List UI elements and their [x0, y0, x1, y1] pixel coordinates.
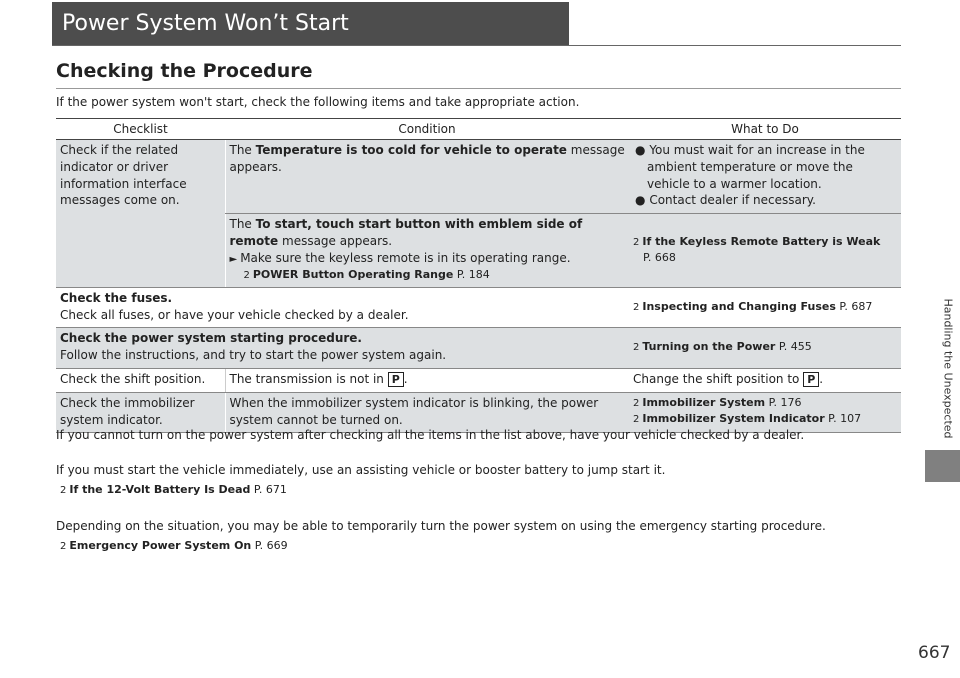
bullet-icon: ● [635, 193, 646, 208]
column-header-condition: Condition [225, 119, 629, 140]
chapter-side-label: Handling the Unexpected [941, 298, 955, 439]
action-cell [629, 214, 901, 288]
condition-cell: When the immobilizer system indicator is blinking, the power system cannot be turned on. [225, 392, 629, 433]
column-header-checklist: Checklist [56, 119, 225, 140]
table-header-row [56, 119, 901, 140]
title-banner [52, 2, 569, 45]
intro-text: If the power system won't start, check the following items and take appropriate action. [56, 95, 580, 109]
paragraph: If you must start the vehicle immediately, use an assisting vehicle or booster battery to jump start it. [56, 463, 666, 477]
paragraph: If you cannot turn on the power system after checking all the items in the list above, have your vehicle checked by a dealer. [56, 428, 805, 442]
park-key-icon: P [388, 372, 404, 387]
action-cell [629, 140, 901, 214]
action-cell [629, 287, 901, 328]
page-number: 667 [918, 643, 951, 663]
action-cell [629, 328, 901, 369]
table-row [56, 287, 901, 328]
condition-cell: The transmission is not in P . [225, 368, 629, 392]
cross-reference-link[interactable]: 2 Immobilizer System P. 176 [633, 395, 802, 409]
table-row [56, 140, 901, 214]
reference-arrow-icon: 2 [633, 397, 640, 409]
park-key-icon: P [803, 372, 819, 387]
cross-reference-link[interactable]: 2 Emergency Power System On P. 669 [60, 539, 288, 552]
cross-reference-link[interactable]: 2 Immobilizer System Indicator P. 107 [633, 411, 862, 425]
column-header-what-to-do: What to Do [629, 119, 901, 140]
arrow-right-icon: ► [229, 253, 238, 265]
reference-page: P. 668 [643, 251, 676, 265]
cross-reference-link[interactable]: 2 If the 12-Volt Battery Is Dead P. 671 [60, 483, 287, 496]
reference-arrow-icon: 2 [633, 413, 640, 425]
condition-cell: The To start, touch start button with emblem side of remote message appears. ► Make sure the keyless remote is in its operating range. 2 POWER Button Operating Range P. 184 [225, 214, 629, 288]
reference-arrow-icon: 2 [633, 342, 640, 354]
cross-reference-link[interactable]: 2 Turning on the Power P. 455 [633, 340, 812, 354]
table-row [56, 368, 901, 392]
paragraph: Depending on the situation, you may be able to temporarily turn the power system on using the emergency starting procedure. [56, 519, 826, 533]
action-cell [629, 392, 901, 433]
section-title: Checking the Procedure [56, 60, 313, 82]
cross-reference-link[interactable]: 2 Inspecting and Changing Fuses P. 687 [633, 299, 873, 313]
checklist-cell: Check if the related indicator or driver information interface messages come on. [56, 140, 225, 288]
reference-arrow-icon: 2 [633, 301, 640, 313]
bullet-icon: ● [635, 143, 646, 157]
title-rule [52, 45, 901, 46]
table-row [56, 392, 901, 433]
section-rule [56, 88, 901, 89]
checklist-cell: Check the shift position. [56, 368, 225, 392]
cross-reference-link[interactable]: 2 POWER Button Operating Range P. 184 [243, 267, 490, 281]
list-item: ● You must wait for an increase in the ambient temperature or move the vehicle to a warmer location. [635, 143, 865, 191]
checklist-cell: Check the immobilizer system indicator. [56, 392, 225, 433]
reference-arrow-icon: 2 [60, 541, 67, 552]
checklist-cell: Check the fuses. Check all fuses, or have your vehicle checked by a dealer. [56, 287, 629, 328]
procedure-table [56, 118, 901, 433]
list-item: ● Contact dealer if necessary. [635, 193, 816, 208]
table-row [56, 328, 901, 369]
action-cell: Change the shift position to P . [629, 368, 901, 392]
reference-arrow-icon: 2 [60, 485, 67, 496]
chapter-tab-marker [925, 450, 960, 482]
reference-arrow-icon: 2 [633, 237, 640, 249]
cross-reference-link[interactable]: 2 If the Keyless Remote Battery is Weak [633, 235, 881, 249]
page-title: Power System Won’t Start [62, 11, 349, 36]
reference-arrow-icon: 2 [243, 269, 250, 281]
checklist-cell: Check the power system starting procedure. Follow the instructions, and try to start the power system again. [56, 328, 629, 369]
condition-cell: The Temperature is too cold for vehicle to operate message appears. [225, 140, 629, 214]
